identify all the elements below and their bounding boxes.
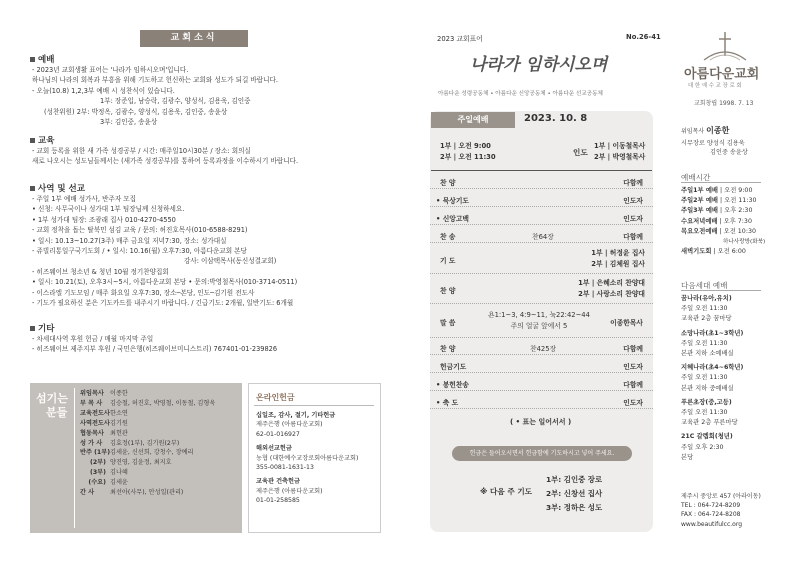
news-header-tab: 교회소식 <box>140 30 248 47</box>
leader-label: 인도 <box>573 148 588 157</box>
worship-rule <box>431 170 652 171</box>
staff-row: (2부) 양진영, 김윤정, 최지호 <box>90 459 172 467</box>
staff-divider <box>74 388 75 528</box>
stand-note: ( • 표는 일어서서 ) <box>510 418 572 426</box>
section-title-etc: 기타 <box>30 322 54 334</box>
staff-row: (수요) 김세윤 <box>88 479 128 487</box>
church-logo-icon <box>700 30 750 64</box>
staff-title: 섬기는 분들 <box>36 392 68 419</box>
order-row: 기 도 1부 | 허정윤 집사 2부 | 김체원 집사 <box>430 246 653 274</box>
worship-date: 2023. 10. 8 <box>524 113 588 124</box>
section-title-education: 교육 <box>30 134 54 146</box>
issue-number: No.26-41 <box>626 33 661 41</box>
order-row: • 묵상기도 인도자 <box>430 192 653 207</box>
slogans: 아름다운 성령공동체 • 아름다운 신앙공동체 • 아름다운 선교공동체 <box>438 91 603 97</box>
church-denomination: 대 한 예 수 교 장 로 회 <box>688 83 742 89</box>
order-row: • 신앙고백 인도자 <box>430 210 653 225</box>
next-prayer-label: ※ 다음 주 기도 <box>480 487 532 496</box>
ministry-news: - 주일 1부 예배 성가사, 반주자 모집 • 신청: 사무국이나 성가대 1부 팀장님께 신청하세요. • 1부 성가대 팀장: 조광래 집사 010-4270-4550 - 교회 정착을 돕는 탈북민 섬김 교육 / 문의: 허진호목사(010-6588-8291) • 일시: 10.13~10.27(3주) 매주 금요일 저녁7:30, 장소: 성가대실 - 쥬빌리통일구국기도회 / • 일시: 10.16(월) 오후7:30, 아름다운교회 본당 강사: 이삼택목사(동신성결교회) - 히즈웨이브 청소년 & 청년 10월 정기찬양집회 • 일시: 10.21(토), 오후3시~5시, 아름다운교회 본당 • 문의:박영철목사(010-3714-0511) - 이스라엘 기도모임 / 매주 화요일 오후7:30, 장소─본당, 인도─김기원 전도사 - 기도가 필요하신 분은 기도카드를 내주시기 바랍니다. / 긴급기도: 2개월, 일반기도: 6개월 <box>32 195 298 308</box>
online-divider <box>254 405 374 406</box>
order-row: • 봉헌찬송 다함께 <box>430 376 653 391</box>
staff-row: (3부) 김나혜 <box>90 469 128 477</box>
schedule-title: 예배시간 <box>681 173 711 182</box>
order-row: 헌금기도 인도자 <box>430 358 653 373</box>
worship-tab: 주일예배 <box>431 112 515 128</box>
staff-row: 성 가 사 김효정(1부), 김기원(2부) <box>80 439 180 447</box>
section-title-worship: 예배 <box>30 53 54 65</box>
schedule-divider <box>681 182 761 183</box>
church-name: 아름다운교회 <box>684 67 760 82</box>
order-row: 찬 양 다함께 <box>430 174 653 189</box>
order-row: • 축 도 인도자 <box>430 394 653 409</box>
worship-news: - 2023년 교회생활 표어는 '나라가 임하시오며'입니다. 하나님의 나라의 회복과 부흥을 위해 기도하고 헌신하는 교회와 성도가 되길 바랍니다. - 오늘(10.8) 1,2,3부 예배 시 성찬식이 있습니다. 1부: 장준입, 남승락, 김광수, 양성식, 김용욱, 김인중 (성찬위원) 2부: 박정옥, 김광수, 양성식, 김용욱, 김인중, 송윤상 3부: 김인중, 송윤상 <box>32 66 278 127</box>
online-offering-title: 온라인헌금 <box>256 393 295 402</box>
section-title-ministry: 사역 및 선교 <box>30 182 85 194</box>
worship-leaders: 1부 | 이동철목사 2부 | 박영철목사 <box>594 142 646 161</box>
education-news: - 교회 등록을 위한 새 가족 성경공부 / 시간: 매주일10시30분 / 장소: 회의실 새로 나오시는 성도님들께서는 (새가족 성경공부)를 통하여 등록과정을 이수하시기 바랍니다. <box>32 147 299 166</box>
staff-row: 협동목사 최헌관 <box>80 429 128 437</box>
etc-news: - 차세대사역 후원 헌금 / 매월 마지막 주일 - 히즈웨이브 제주지부 후원 / 국민은행(히즈웨이브미니스트리) 767401-01-239826 <box>32 335 278 354</box>
next-gen-list: 꿈나라(유아,유치) 주일 오전 11:30 교육관 2층 꿈마당 소망나라(초1~3학년) 주일 오전 11:30 본관 지하 소예배실 지혜나라(초4~6학년) 주일 오전 11:30 본관 지하 중예배실 푸른초장(중,고등) 주일 오전 11:30 교육관 2층 푸른마당 21C 갈렙회(청년) 주일 오후 2:30 본당 <box>681 295 744 461</box>
staff-list <box>80 389 215 498</box>
next-prayer-list: 1부: 김인중 장로 2부: 신창선 집사 3부: 정하은 성도 <box>546 475 603 512</box>
staff-row: 교육전도사 한소연 <box>80 409 128 417</box>
order-row: 찬 양 찬425장 다함께 <box>430 340 653 355</box>
staff-row: 부 목 사 김승철, 허진호, 박영철, 이동철, 김형욱 <box>80 399 216 407</box>
pastor-info: 위임목사 이종한 <box>681 126 730 135</box>
staff-row: 위임목사 이종한 <box>80 390 128 397</box>
order-row: 말 씀 욘1:1~3, 4:9~11, 눅22:42~44 주의 얼굴 앞에서 5 이종한목사 <box>430 306 653 338</box>
elders-info: 시무장로 양성식 김용욱 김인중 송윤상 <box>681 140 748 156</box>
next-gen-divider <box>681 290 761 291</box>
staff-row: 사역전도사 김기원 <box>80 419 128 427</box>
contact-info: 제주시 중앙로 457 (아라이동) TEL : 064-724-8209 FAX : 064-724-8208 www.beautifulcc.org <box>681 493 761 528</box>
schedule-list: 주일1부 예배 | 오전 9:00 주일2부 예배 | 오전 11:30 주일3부 예배 | 오후 2:30 수요저녁예배 | 오후 7:30 목요오전예배 | 오전 10:30 하나사랑방(화북) 새벽기도회 | 오전 6:00 <box>681 187 766 256</box>
order-row: 찬 송 찬64장 다함께 <box>430 228 653 243</box>
motto-year-label: 2023 교회표어 <box>437 35 483 43</box>
website-link[interactable]: www.beautifulcc.org <box>681 520 743 528</box>
staff-row: 반주 (1부) 김세윤, 신선희, 강청수, 장예리 <box>80 449 194 457</box>
staff-row: 간 사 최선아(사무), 안성일(관리) <box>80 489 184 497</box>
founded-date: 교회창립 1998. 7. 13 <box>694 100 754 107</box>
next-gen-title: 다음세대 예배 <box>681 281 728 290</box>
online-offering-list: 십일조, 감사, 절기, 기타헌금 제주은행 (아름다운교회) 62-01-016927 해외선교헌금 농협 (대한예수교장로회아름다운교회) 355-0081-1631-13 교육관 건축헌금 제주은행 (아름다운교회) 01-01-258585 <box>256 412 359 505</box>
offering-note: 헌금은 들어오시면서 헌금함에 기도하시고 넣어 주세요. <box>452 446 632 461</box>
order-row: 찬 양 1부 | 은혜소리 찬양대 2부 | 사랑소리 찬양대 <box>430 276 653 304</box>
worship-times: 1부 | 오전 9:00 2부 | 오전 11:30 <box>440 142 496 161</box>
motto: 나라가 임하시오며 <box>470 55 608 75</box>
